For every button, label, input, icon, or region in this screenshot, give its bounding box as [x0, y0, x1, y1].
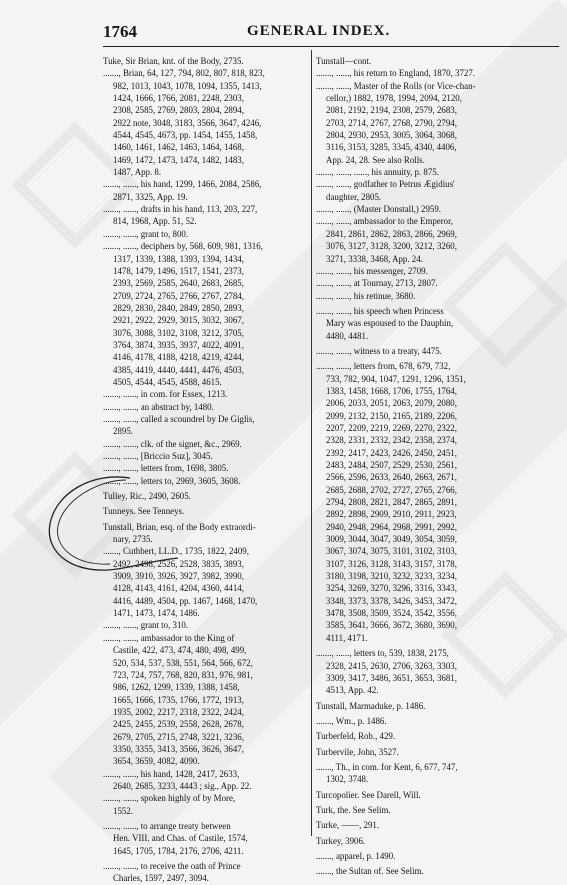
index-line: 3076, 3127, 3128, 3200, 3212, 3260,	[326, 241, 457, 252]
index-line: ......., Brian, 64, 127, 794, 802, 807, 818, 823,	[103, 68, 265, 79]
index-line: 2328, 2331, 2332, 2342, 2358, 2374,	[326, 435, 457, 446]
index-line: ......., ......, to arrange treaty between	[103, 820, 231, 831]
index-line: Turk, the. See Selim.	[316, 804, 391, 815]
index-line: ......., ......, deciphers by, 568, 609, 981, 1316,	[103, 241, 263, 252]
page-title: GENERAL INDEX.	[247, 23, 391, 39]
index-line: ......., ......, letters to, 539, 1838, 2175,	[316, 648, 449, 659]
index-line: 723, 724, 757, 768, 820, 831, 976, 981,	[113, 669, 253, 680]
index-line: 1469, 1472, 1473, 1474, 1482, 1483,	[113, 154, 244, 165]
index-line: 4513, App. 42.	[326, 685, 379, 696]
index-line: 2679, 2705, 2715, 2748, 3221, 3236,	[113, 731, 244, 742]
index-line: 2703, 2714, 2767, 2768, 2790, 2794,	[326, 117, 457, 128]
right-column	[316, 52, 560, 878]
index-line: ......., ......, letters to, 2969, 3605, 3608.	[103, 475, 241, 486]
index-line: 1460, 1461, 1462, 1463, 1464, 1468,	[113, 142, 244, 153]
index-line: ......., ......, ambassador to the King of	[103, 632, 235, 643]
index-line: Turbervile, John, 3527.	[316, 746, 399, 757]
index-line: ......., ......, an abstract by, 1480.	[103, 401, 214, 412]
left-column	[103, 52, 305, 885]
index-line: 4480, 4481.	[326, 330, 369, 341]
index-line: 2685, 2688, 2702, 2727, 2765, 2766,	[326, 484, 457, 495]
index-line: 4385, 4419, 4440, 4441, 4476, 4503,	[113, 364, 244, 375]
index-line: Castile, 422, 473, 474, 480, 498, 499,	[113, 645, 247, 656]
index-line: 3107, 3126, 3128, 3143, 3157, 3178,	[326, 558, 457, 569]
index-line: ......., ......, in com. for Essex, 1213.	[103, 389, 228, 400]
index-line: Hen. VIII. and Chas. of Castile, 1574,	[113, 833, 248, 844]
page-number: 1764	[103, 22, 137, 41]
index-line: 986, 1262, 1299, 1339, 1388, 1458,	[113, 682, 240, 693]
index-line: ......., the Sultan of. See Selim.	[316, 866, 424, 877]
index-line: 2841, 2861, 2862, 2863, 2866, 2969,	[326, 228, 457, 239]
index-line: Turberfeld, Rob., 429.	[316, 731, 396, 742]
index-line: 982, 1013, 1043, 1078, 1094, 1355, 1413,	[113, 80, 262, 91]
index-line: ......., Wm., p. 1486.	[316, 715, 387, 726]
index-line: ......., Cuthbert, LL.D., 1735, 1822, 2409,	[103, 546, 249, 557]
index-line: 2940, 2948, 2964, 2968, 2991, 2992,	[326, 521, 457, 532]
index-line: ......., ......, godfather to Petrus Ægidius'	[316, 179, 455, 190]
index-line: 3116, 3153, 3285, 3345, 4340, 4406,	[326, 142, 457, 153]
index-line: 3909, 3910, 3926, 3927, 3982, 3990,	[113, 571, 244, 582]
index-line: 1552.	[113, 805, 133, 816]
index-line: 4505, 4544, 4545, 4588, 4615.	[113, 376, 222, 387]
index-line: ......., ......, drafts in his hand, 113, 203, 227,	[103, 204, 258, 215]
index-line: 3585, 3641, 3666, 3672, 3680, 3690,	[326, 620, 457, 631]
index-line: 733, 782, 904, 1047, 1291, 1296, 1351,	[326, 373, 466, 384]
index-line: ......., ......, ......, his annuity, p. 875.	[316, 167, 439, 178]
index-line: 3350, 3355, 3413, 3566, 3626, 3647,	[113, 743, 244, 754]
index-line: ......., ......, letters from, 678, 679, 732,	[316, 361, 451, 372]
index-line: 2895.	[113, 426, 133, 437]
index-line: Tunstall, Marmaduke, p. 1486.	[316, 700, 426, 711]
index-line: 2921, 2922, 2929, 3015, 3032, 3067,	[113, 315, 244, 326]
index-line: ......., ......, clk. of the signet, &c., 2969.	[103, 438, 242, 449]
index-line: 1424, 1666, 1766, 2081, 2248, 2303,	[113, 93, 244, 104]
index-line: ......., ......, his return to England, 1870, 3727.	[316, 68, 475, 79]
index-line: 3348, 3373, 3378, 3426, 3453, 3472,	[326, 595, 457, 606]
index-line: 2492, 2498, 2526, 2528, 3835, 3893,	[113, 558, 244, 569]
index-line: Charles, 1597, 2497, 3094.	[113, 873, 209, 884]
index-line: Mary was espoused to the Dauphin,	[326, 318, 454, 329]
index-line: ......., ......, called a scoundrel by De Giglis,	[103, 413, 255, 424]
index-line: ......., ......, grant to, 800.	[103, 228, 189, 239]
index-line: ......., ......, letters from, 1698, 3805.	[103, 463, 229, 474]
index-line: 2892, 2898, 2909, 2910, 2911, 2923,	[326, 509, 457, 520]
index-line: 2393, 2569, 2585, 2640, 2683, 2685,	[113, 278, 244, 289]
index-line: 2829, 2830, 2840, 2849, 2850, 2893,	[113, 302, 244, 313]
index-line: 4128, 4143, 4161, 4204, 4360, 4414,	[113, 583, 244, 594]
index-line: 2207, 2209, 2219, 2269, 2270, 2322,	[326, 422, 457, 433]
index-line: 2483, 2484, 2507, 2529, 2530, 2561,	[326, 460, 457, 470]
index-line: Tulley, Ric., 2490, 2605.	[103, 491, 191, 502]
index-line: ......., ......, [Briccio Suz], 3045.	[103, 451, 213, 461]
index-line: 814, 1968, App. 51, 52.	[113, 216, 197, 227]
index-line: 2804, 2930, 2953, 3005, 3064, 3068,	[326, 130, 457, 141]
index-line: 1935, 2002, 2217, 2318, 2322, 2424,	[113, 706, 244, 717]
index-line: 4416, 4489, 4504, pp. 1467, 1468, 1470,	[113, 595, 258, 606]
index-line: 2922 note, 3048, 3183, 3566, 3647, 4246,	[113, 117, 262, 128]
index-line: ......., ......, grant to, 310.	[103, 620, 189, 631]
index-line: 2794, 2808, 2821, 2847, 2865, 2891,	[326, 497, 457, 508]
index-line: 520, 534, 537, 538, 551, 564, 566, 672,	[113, 657, 253, 668]
index-line: 3076, 3088, 3102, 3108, 3212, 3705,	[113, 327, 244, 338]
index-line: ......., ......, his messenger, 2709.	[316, 265, 428, 276]
index-line: ......., ......, witness to a treaty, 4475.	[316, 345, 442, 356]
index-line: 2871, 3325, App. 19.	[113, 191, 188, 202]
index-line: 4544, 4545, 4673, pp. 1454, 1455, 1458,	[113, 130, 258, 141]
index-line: 2640, 2685, 3233, 4443 ; sig., App. 22.	[113, 780, 252, 791]
index-line: 3309, 3417, 3486, 3651, 3653, 3681,	[326, 672, 457, 683]
index-line: Turkey, 3906.	[316, 835, 366, 846]
index-line: ......., ......, (Master Donstall,) 2959.	[316, 204, 441, 215]
index-line: ......., ......, his retinue, 3680.	[316, 290, 416, 301]
index-line: Tunstall, Brian, esq. of the Body extraordi-	[103, 521, 256, 532]
index-line: daughter, 2805.	[326, 191, 382, 202]
index-line: nary, 2735.	[113, 534, 153, 545]
index-line: 1302, 3748.	[326, 774, 369, 785]
index-line: 1317, 1339, 1388, 1393, 1394, 1434,	[113, 253, 244, 264]
index-line: ......., ......, at Tournay, 2713, 2807.	[316, 278, 438, 289]
column-divider	[311, 50, 312, 836]
header-rule	[103, 46, 559, 47]
index-line: 2308, 2585, 2769, 2803, 2804, 2894,	[113, 105, 244, 116]
index-line: 2099, 2132, 2150, 2165, 2189, 2206,	[326, 410, 457, 421]
index-line: 1478, 1479, 1496, 1517, 1541, 2373,	[113, 265, 244, 276]
index-line: 3009, 3044, 3047, 3049, 3054, 3059,	[326, 534, 457, 545]
index-line: 1471, 1473, 1474, 1486.	[113, 608, 200, 619]
index-line: ......., ......, his hand, 1299, 1466, 2084, 2586,	[103, 179, 262, 190]
index-line: 2425, 2455, 2539, 2558, 2628, 2678,	[113, 719, 244, 730]
index-line: ......., ......, to receive the oath of Prince	[103, 861, 241, 871]
index-line: ......., ......, his hand, 1428, 2417, 2633,	[103, 768, 240, 779]
index-line: 4111, 4171.	[326, 632, 368, 643]
index-line: Tunneys. See Tenneys.	[103, 506, 185, 517]
index-line: 1645, 1705, 1784, 2176, 2706, 4211.	[113, 845, 244, 856]
index-line: 3764, 3874, 3935, 3937, 4022, 4091,	[113, 339, 244, 350]
index-line: 2392, 2417, 2423, 2426, 2450, 2451,	[326, 447, 457, 458]
index-line: cellor,) 1882, 1978, 1994, 2094, 2120,	[326, 93, 462, 104]
index-line: 1487, App. 8.	[113, 167, 162, 178]
index-line: 4146, 4178, 4188, 4218, 4219, 4244,	[113, 352, 244, 363]
index-line: 2566, 2596, 2633, 2640, 2663, 2671,	[326, 472, 457, 483]
index-line: ......., ......, his speech when Princess	[316, 305, 444, 316]
index-line: ......., ......, Master of the Rolls (or Vice-chan-	[316, 80, 476, 91]
index-line: 3067, 3074, 3075, 3101, 3102, 3103,	[326, 546, 457, 557]
index-line: Turcopolier. See Darell, Will.	[316, 789, 421, 800]
index-line: 3271, 3338, 3468, App. 24.	[326, 253, 423, 264]
index-line: 1383, 1458, 1668, 1706, 1755, 1764,	[326, 385, 457, 396]
index-line: 2006, 2033, 2051, 2063, 2079, 2080,	[326, 398, 457, 409]
index-line: ......., Th., in com. for Kent, 6, 677, 747,	[316, 761, 458, 772]
index-line: 3254, 3269, 3270, 3296, 3316, 3343,	[326, 583, 457, 594]
index-line: Tunstall—cont.	[316, 56, 372, 66]
index-line: 2709, 2724, 2765, 2766, 2767, 2784,	[113, 290, 244, 301]
index-line: 2081, 2192, 2194, 2308, 2579, 2683,	[326, 105, 457, 116]
index-line: 3478, 3508, 3509, 3524, 3542, 3556,	[326, 608, 457, 619]
index-line: Turke, ——, 291.	[316, 820, 380, 831]
index-line: 3180, 3198, 3210, 3232, 3233, 3234,	[326, 571, 457, 582]
index-line: Tuke, Sir Brian, knt. of the Body, 2735.	[103, 56, 244, 66]
index-line: ......., ......, ambassador to the Emperor,	[316, 216, 453, 227]
index-line: ......., ......, spoken highly of by More,	[103, 793, 236, 804]
index-line: 1665, 1666, 1735, 1766, 1772, 1913,	[113, 694, 244, 705]
index-line: ......., apparel, p. 1490.	[316, 850, 396, 861]
index-line: 2328, 2415, 2630, 2706, 3263, 3303,	[326, 660, 457, 671]
index-line: App. 24, 28. See also Rolls.	[326, 154, 425, 165]
index-line: 3654, 3659, 4082, 4090.	[113, 756, 200, 767]
